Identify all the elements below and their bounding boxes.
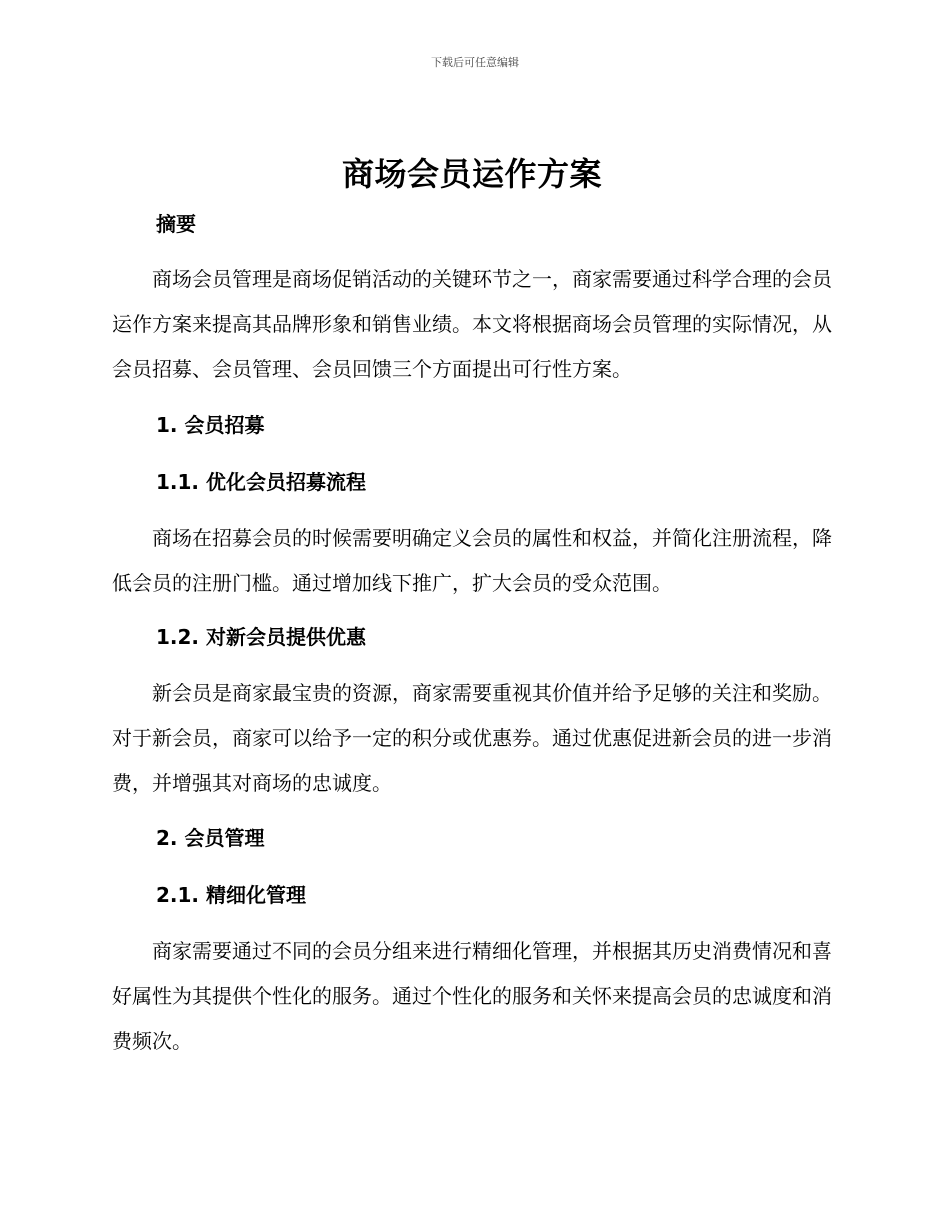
abstract-heading: 摘要 bbox=[156, 212, 196, 236]
section-paragraph-1-1: 商场在招募会员的时候需要明确定义会员的属性和权益，并简化注册流程，降低会员的注册门槛。通过增加线下推广，扩大会员的受众范围。 bbox=[112, 526, 832, 595]
header-note: 下载后可任意编辑 bbox=[431, 56, 519, 69]
document-title: 商场会员运作方案 bbox=[341, 155, 602, 193]
section-heading-2-1: 2.1. 精细化管理 bbox=[156, 883, 306, 907]
section-heading-2: 2. 会员管理 bbox=[156, 826, 265, 850]
section-heading-1: 1. 会员招募 bbox=[156, 413, 265, 437]
section-heading-1-2: 1.2. 对新会员提供优惠 bbox=[156, 625, 366, 649]
document-content bbox=[112, 145, 832, 1064]
abstract-paragraph: 商场会员管理是商场促销活动的关键环节之一，商家需要通过科学合理的会员运作方案来提高其品牌形象和销售业绩。本文将根据商场会员管理的实际情况，从会员招募、会员管理、会员回馈三个方面提出可行性方案。 bbox=[112, 267, 832, 381]
section-heading-1-1: 1.1. 优化会员招募流程 bbox=[156, 470, 366, 494]
section-paragraph-1-2: 新会员是商家最宝贵的资源，商家需要重视其价值并给予足够的关注和奖励。对于新会员，商家可以给予一定的积分或优惠券。通过优惠促进新会员的进一步消费，并增强其对商场的忠诚度。 bbox=[112, 681, 832, 795]
section-paragraph-2-1: 商家需要通过不同的会员分组来进行精细化管理，并根据其历史消费情况和喜好属性为其提供个性化的服务。通过个性化的服务和关怀来提高会员的忠诚度和消费频次。 bbox=[112, 939, 832, 1053]
